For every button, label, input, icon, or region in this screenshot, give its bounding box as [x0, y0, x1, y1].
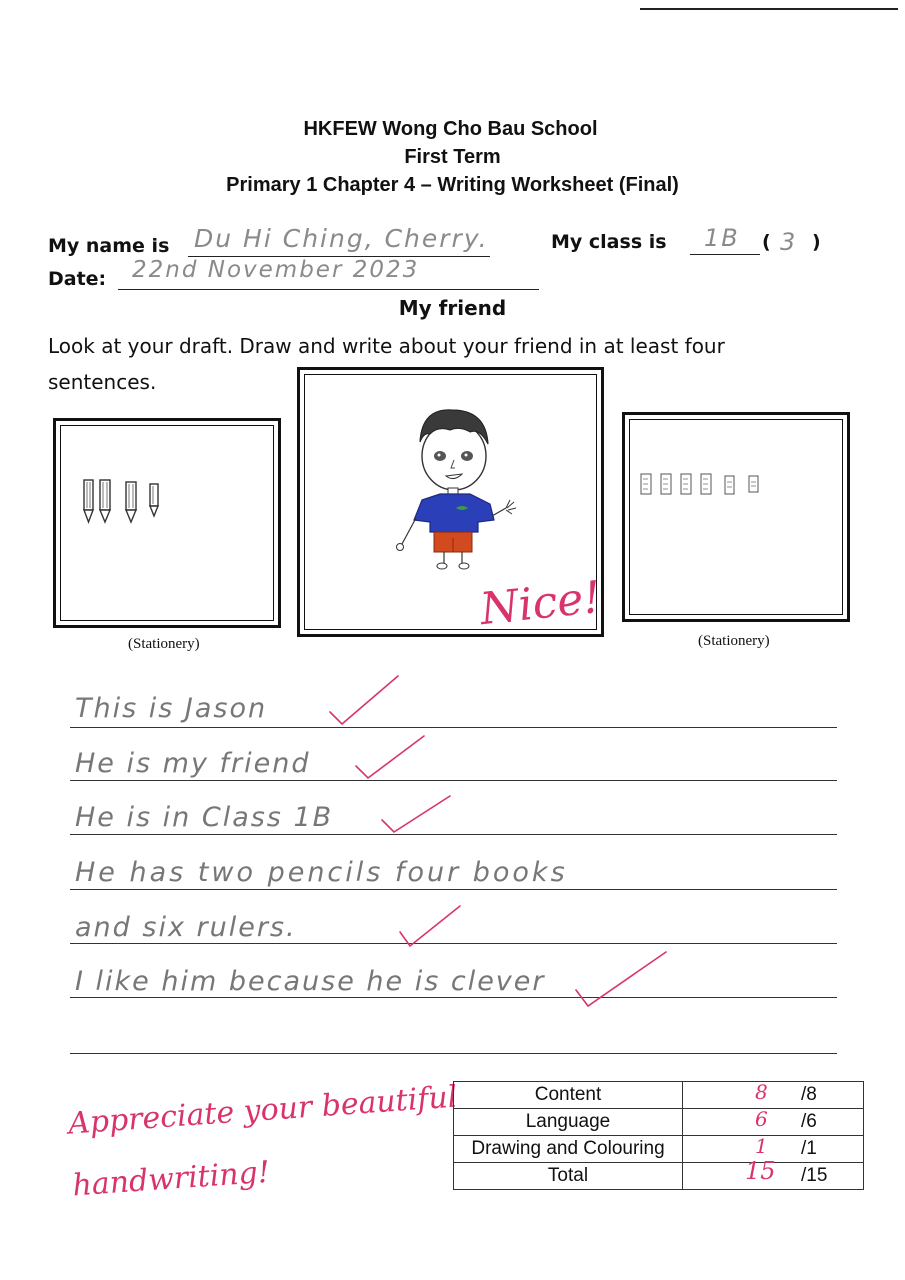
teacher-feedback: Appreciate your beautiful handwriting!: [67, 1079, 459, 1204]
mark-max: /6: [801, 1111, 817, 1132]
criterion-label: Total: [454, 1163, 683, 1190]
writing-line: He has two pencils four books: [75, 857, 568, 888]
score-row: [454, 1163, 864, 1190]
class-number-close-paren: ): [812, 231, 821, 253]
mark-cell: [683, 1082, 864, 1109]
score-table: [453, 1081, 864, 1190]
mark-given: 1: [755, 1134, 768, 1158]
school-name: HKFEW Wong Cho Bau School: [303, 118, 598, 140]
criterion-label: Drawing and Colouring: [454, 1136, 683, 1163]
score-row: [454, 1082, 864, 1109]
name-label: My name is: [48, 235, 170, 257]
mark-cell: [683, 1109, 864, 1136]
mark-given: 15: [745, 1157, 776, 1185]
left-caption: (Stationery): [128, 636, 200, 652]
writing-line: and six rulers.: [75, 912, 297, 943]
date-label: Date:: [48, 268, 107, 290]
tick-mark: [356, 736, 424, 778]
writing-line: He is in Class 1B: [75, 802, 334, 833]
date-value: 22nd November 2023: [132, 257, 420, 283]
writing-line: This is Jason: [75, 693, 268, 724]
mark-given: 8: [755, 1080, 768, 1104]
criterion-label: Language: [454, 1109, 683, 1136]
writing-line: He is my friend: [75, 748, 311, 779]
mark-max: /8: [801, 1084, 817, 1105]
mark-cell: [683, 1157, 864, 1190]
score-row: [454, 1109, 864, 1136]
writing-line: I like him because he is clever: [75, 966, 546, 997]
mark-max: /15: [801, 1165, 828, 1186]
worksheet-title: Primary 1 Chapter 4 – Writing Worksheet (Final): [226, 174, 679, 196]
tick-mark: [400, 906, 460, 946]
score-row: [454, 1136, 864, 1163]
name-value: Du Hi Ching, Cherry.: [194, 224, 489, 253]
tick-mark: [576, 952, 666, 1006]
class-number-open-paren: (: [762, 231, 771, 253]
class-number-value: 3: [780, 228, 798, 256]
class-label: My class is: [551, 231, 667, 253]
tick-mark: [382, 796, 450, 832]
criterion-label: Content: [454, 1082, 683, 1109]
section-heading: My friend: [398, 296, 507, 320]
right-caption: (Stationery): [698, 633, 770, 649]
tick-mark: [330, 676, 398, 724]
class-value: 1B: [704, 224, 740, 252]
mark-given: 6: [755, 1107, 768, 1131]
instructions: Look at your draft. Draw and write about your friend in at least four sentences.: [48, 334, 725, 394]
term-label: First Term: [404, 146, 501, 168]
mark-max: /1: [801, 1138, 817, 1159]
nice-comment: Nice!: [477, 571, 604, 636]
